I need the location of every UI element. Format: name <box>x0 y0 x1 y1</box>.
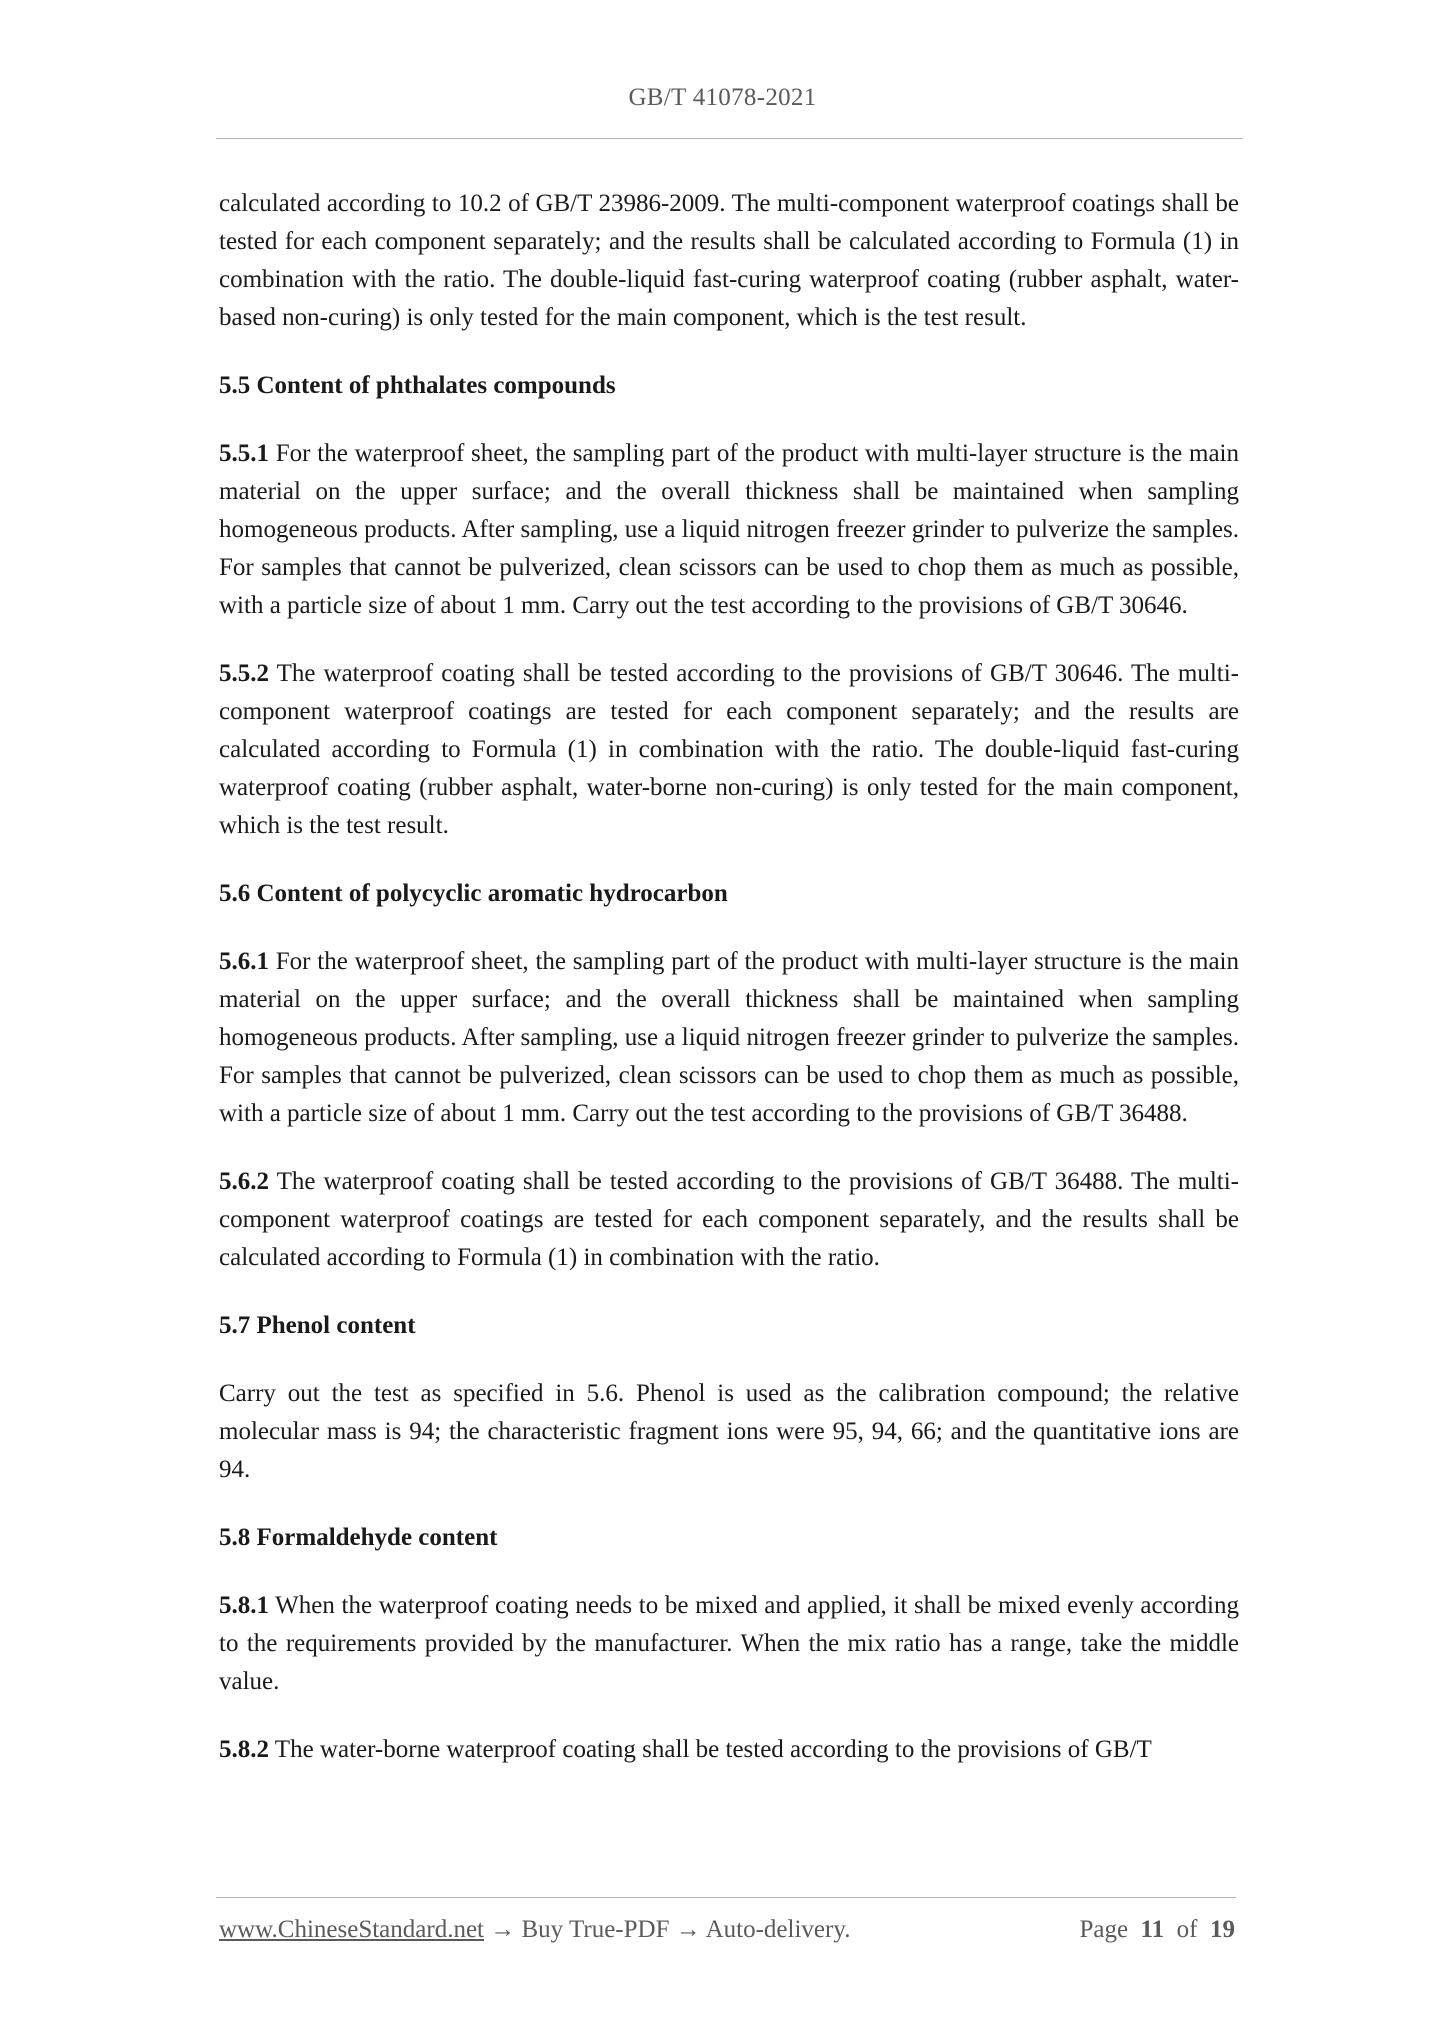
page-of-label: of <box>1176 1916 1198 1943</box>
clause-5-5-2 <box>219 655 1239 845</box>
clause-text: The water-borne waterproof coating shall be tested according to the provisions of GB/T <box>269 1736 1152 1763</box>
section-heading-5-5: 5.5 Content of phthalates compounds <box>219 372 616 399</box>
page-label: Page <box>1079 1916 1129 1943</box>
promo-text: → Buy True-PDF → Auto-delivery. <box>484 1916 851 1943</box>
document-body <box>219 185 1239 1799</box>
clause-number: 5.5.2 <box>219 660 269 687</box>
clause-text: For the waterproof sheet, the sampling part of the product with multi-layer structure is the main material on the upper surface; and the overall thickness shall be maintained when sampling homogeneous products. After sampling, use a liquid nitrogen freezer grinder to pulverize the samples. For samples that cannot be pulverized, clean scissors can be used to chop them as much as possible, with a particle size of about 1 mm. Carry out the test according to the provisions of GB/T 36488. <box>219 948 1239 1127</box>
paragraph-5-7: Carry out the test as specified in 5.6. Phenol is used as the calibration compound; the relative molecular mass is 94; the characteristic fragment ions were 95, 94, 66; and the quantitative ions are 94. <box>219 1380 1239 1483</box>
clause-5-8-1 <box>219 1587 1239 1701</box>
clause-5-8-2 <box>219 1731 1239 1769</box>
clause-text: The waterproof coating shall be tested according to the provisions of GB/T 36488. The multi-component waterproof coatings are tested for each component separately, and the results shall be calculated according to Formula (1) in combination with the ratio. <box>219 1168 1239 1271</box>
footer-divider <box>216 1897 1236 1898</box>
clause-5-5-1 <box>219 435 1239 625</box>
footer-promo <box>219 1916 850 1944</box>
clause-text: For the waterproof sheet, the sampling part of the product with multi-layer structure is the main material on the upper surface; and the overall thickness shall be maintained when sampling homogeneous products. After sampling, use a liquid nitrogen freezer grinder to pulverize the samples. For samples that cannot be pulverized, clean scissors can be used to chop them as much as possible, with a particle size of about 1 mm. Carry out the test according to the provisions of GB/T 30646. <box>219 440 1239 619</box>
clause-number: 5.6.2 <box>219 1168 269 1195</box>
header-divider <box>216 138 1243 139</box>
clause-number: 5.8.1 <box>219 1592 269 1619</box>
page-number <box>1079 1916 1235 1944</box>
clause-number: 5.6.1 <box>219 948 269 975</box>
paragraph-continuation: calculated according to 10.2 of GB/T 23986-2009. The multi-component waterproof coatings shall be tested for each component separately; and the results shall be calculated according to Formula (1) in combination with the ratio. The double-liquid fast-curing waterproof coating (rubber asphalt, water-based non-curing) is only tested for the main component, which is the test result. <box>219 190 1239 331</box>
clause-number: 5.5.1 <box>219 440 269 467</box>
clause-text: When the waterproof coating needs to be mixed and applied, it shall be mixed evenly according to the requirements provided by the manufacturer. When the mix ratio has a range, take the middle value. <box>219 1592 1239 1695</box>
clause-number: 5.8.2 <box>219 1736 269 1763</box>
clause-5-6-2 <box>219 1163 1239 1277</box>
clause-5-6-1 <box>219 943 1239 1133</box>
clause-text: The waterproof coating shall be tested according to the provisions of GB/T 30646. The multi-component waterproof coatings are tested for each component separately; and the results are calculated according to Formula (1) in combination with the ratio. The double-liquid fast-curing waterproof coating (rubber asphalt, water-borne non-curing) is only tested for the main component, which is the test result. <box>219 660 1239 839</box>
page-current: 11 <box>1140 1916 1165 1943</box>
section-heading-5-7: 5.7 Phenol content <box>219 1312 416 1339</box>
page-total: 19 <box>1210 1916 1235 1943</box>
section-heading-5-8: 5.8 Formaldehyde content <box>219 1524 498 1551</box>
section-heading-5-6: 5.6 Content of polycyclic aromatic hydrocarbon <box>219 880 728 907</box>
site-link[interactable]: www.ChineseStandard.net <box>219 1916 484 1943</box>
running-header: GB/T 41078-2021 <box>628 84 817 111</box>
